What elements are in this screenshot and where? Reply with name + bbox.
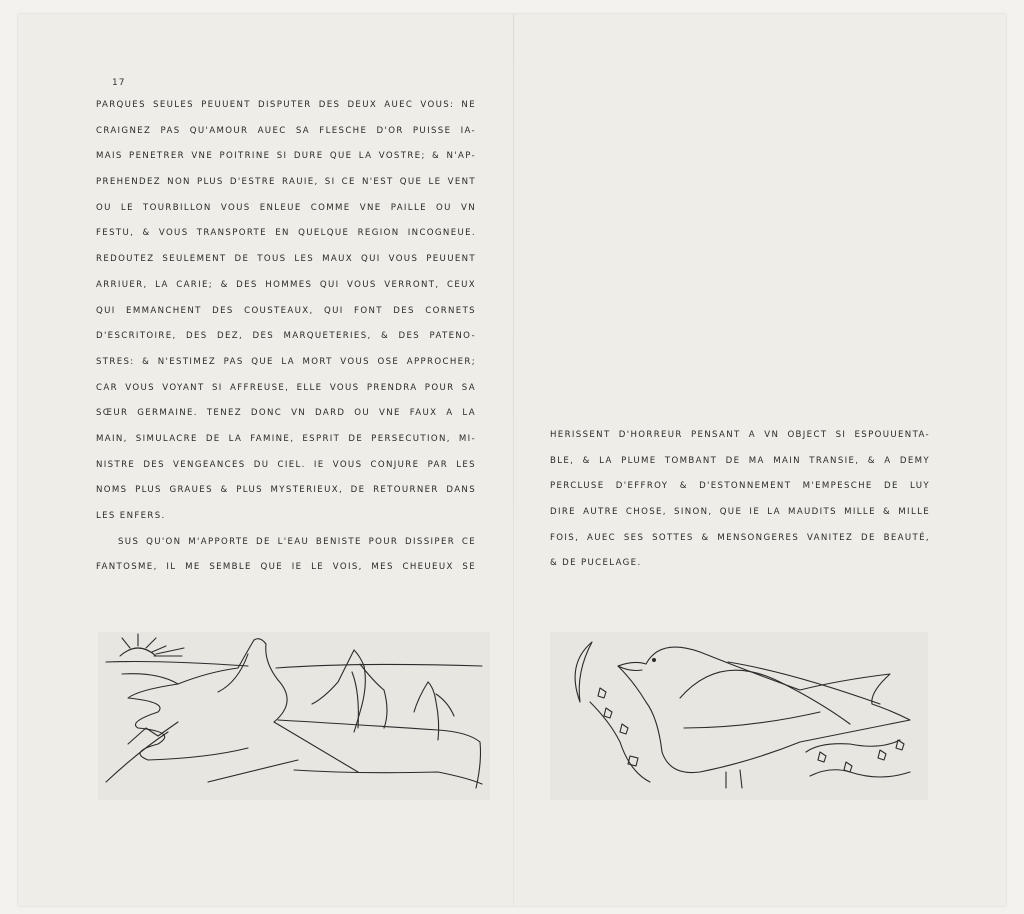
text-line: D'ESCRITOIRE, DES DEZ, DES MARQUETERIES, & DES PATENO- [96,331,476,342]
text-line: PREHENDEZ NON PLUS D'ESTRE RAUIE, SI CE N'EST QUE LE VENT [96,177,476,188]
paragraph-start-line: SUS QU'ON M'APPORTE DE L'EAU BENISTE POUR DISSIPER CE [118,536,476,547]
text-line: REDOUTEZ SEULEMENT DE TOUS LES MAUX QUI VOUS PEUUENT [96,254,476,265]
text-line: MAIS PENETRER VNE POITRINE SI DURE QUE LA VOSTRE; & N'AP- [96,151,476,162]
page-number: 17 [112,78,126,88]
text-line: FESTU, & VOUS TRANSPORTE EN QUELQUE REGION INCOGNEUE. [96,228,476,239]
text-line: STRES: & N'ESTIMEZ PAS QUE LA MORT VOUS OSE APPROCHER; [96,356,476,367]
text-line: MAIN, SIMULACRE DE LA FAMINE, ESPRIT DE PERSECUTION, MI- [96,433,476,444]
page-fold [513,14,514,906]
landscape-etching [98,632,490,800]
right-text-column [550,430,930,584]
text-line: ARRIUER, LA CARIE; & DES HOMMES QUI VOUS VERRONT, CEUX [96,279,476,290]
text-line: NOMS PLUS GRAUES & PLUS MYSTERIEUX, DE RETOURNER DANS [96,485,476,496]
text-line: NISTRE DES VENGEANCES DU CIEL. IE VOUS CONJURE PAR LES [96,459,476,470]
text-line: OU LE TOURBILLON VOUS ENLEUE COMME VNE PAILLE OU VN [96,202,476,213]
sun-shape [120,648,156,656]
text-line: FANTOSME, IL ME SEMBLE QUE IE LE VOIS, MES CHEUEUX SE [96,562,476,573]
moon-shape [575,642,592,702]
text-line: PERCLUSE D'EFFROY & D'ESTONNEMENT M'EMPESCHE DE LUY [550,481,930,492]
text-line: FOIS, AUEC SES SOTTES & MENSONGERES VANITEZ DE BEAUTÉ, [550,532,930,543]
text-line: CAR VOUS VOYANT SI AFFREUSE, ELLE VOUS PRENDRA POUR SA [96,382,476,393]
bird-etching [550,632,928,800]
text-line: HERISSENT D'HORREUR PENSANT A VN OBJECT SI ESPOUUENTA- [550,430,930,440]
text-line: LES ENFERS. [96,511,166,521]
text-line: QUI EMMANCHENT DES COUSTEAUX, QUI FONT DES CORNETS [96,305,476,316]
text-line: BLE, & LA PLUME TOMBANT DE MA MAIN TRANSIE, & A DEMY [550,455,930,466]
text-line: DIRE AUTRE CHOSE, SINON, QUE IE LA MAUDITS MILLE & MILLE [550,507,930,518]
text-line: CRAIGNEZ PAS QU'AMOUR AUEC SA FLESCHE D'OR PUISSE IA- [96,125,476,136]
text-line: & DE PUCELAGE. [550,558,642,569]
text-line: PARQUES SEULES PEUUENT DISPUTER DES DEUX AUEC VOUS: NE [96,100,476,110]
text-line: SŒUR GERMAINE. TENEZ DONC VN DARD OU VNE FAUX A LA [96,408,476,419]
left-text-column [96,100,476,588]
